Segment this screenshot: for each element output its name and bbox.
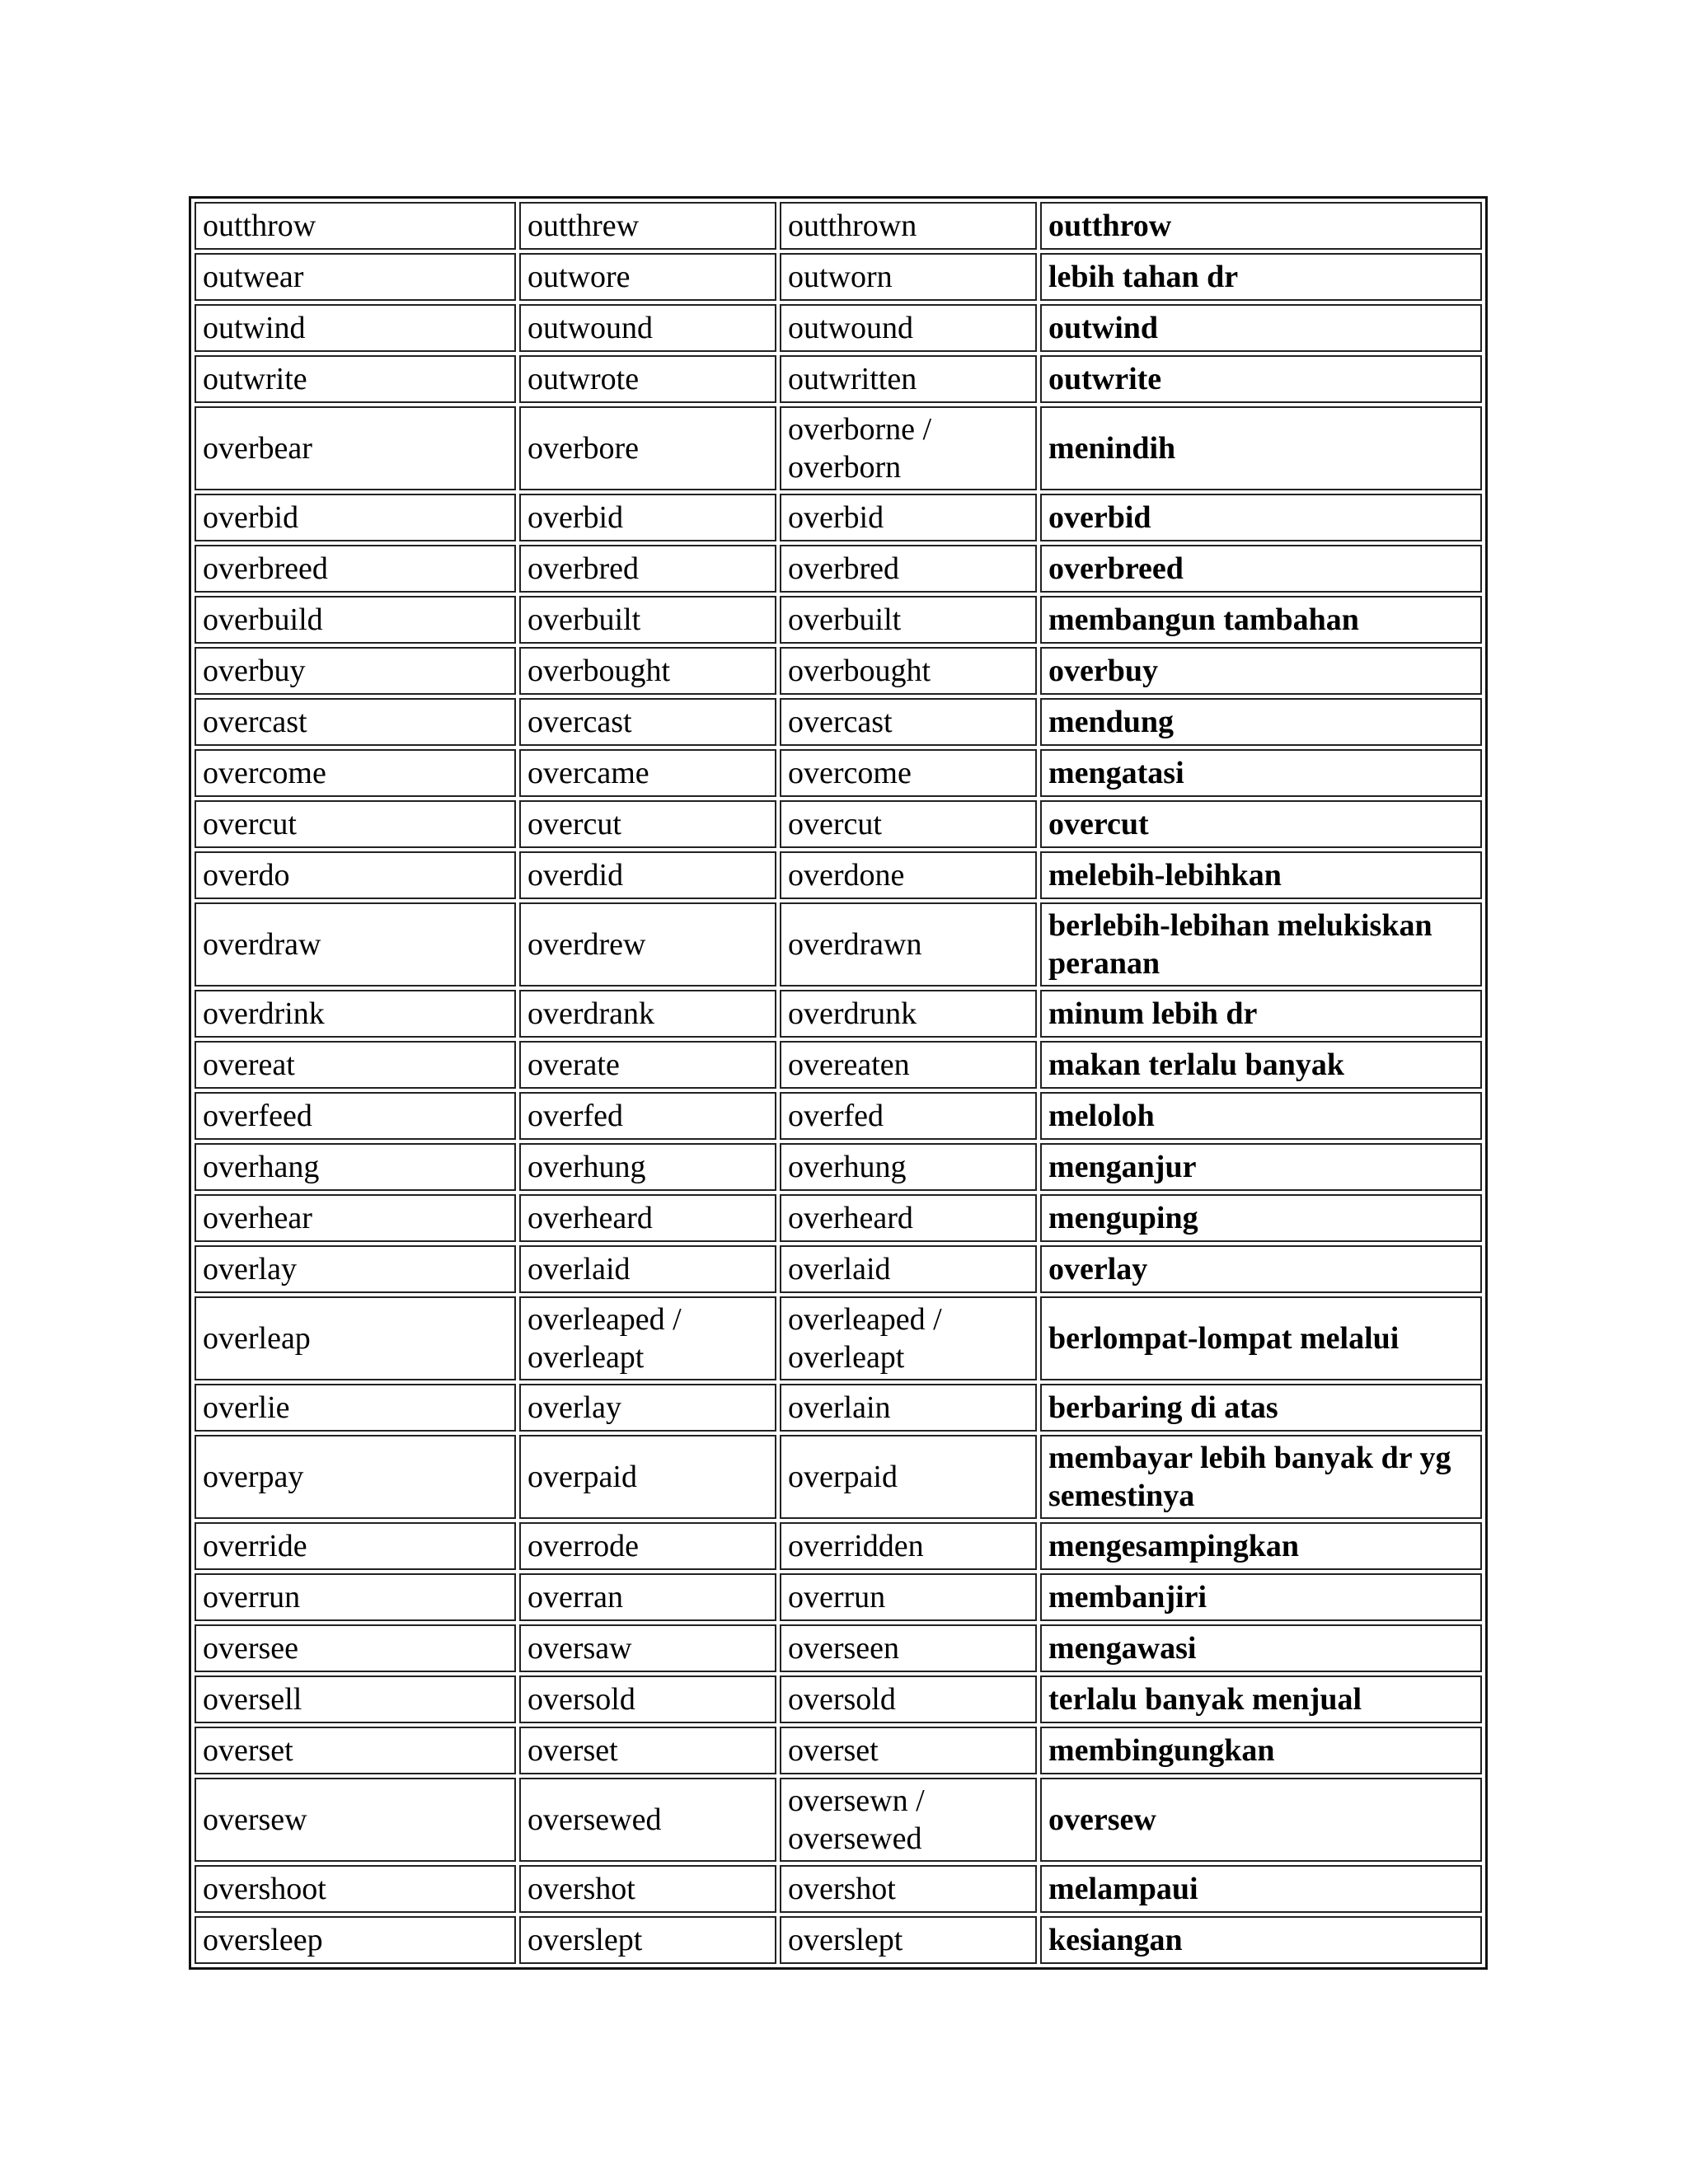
table-row <box>195 304 1482 352</box>
past-participle-cell: oversold <box>780 1675 1037 1723</box>
base-form-cell: overhear <box>195 1194 516 1242</box>
past-form-cell: overrode <box>519 1522 776 1570</box>
past-participle-cell: overshot <box>780 1865 1037 1913</box>
table-row <box>195 1194 1482 1242</box>
meaning-cell: overcut <box>1040 800 1482 848</box>
table-row <box>195 851 1482 899</box>
base-form-cell: overlay <box>195 1245 516 1293</box>
meaning-cell: menguping <box>1040 1194 1482 1242</box>
meaning-cell: overbuy <box>1040 647 1482 695</box>
base-form-cell: overrun <box>195 1573 516 1621</box>
past-participle-cell: overbought <box>780 647 1037 695</box>
past-participle-cell: overleaped / overleapt <box>780 1296 1037 1380</box>
past-form-cell: overslept <box>519 1916 776 1964</box>
table-row <box>195 494 1482 541</box>
base-form-cell: overcome <box>195 749 516 797</box>
base-form-cell: overcut <box>195 800 516 848</box>
meaning-cell: lebih tahan dr <box>1040 253 1482 301</box>
meaning-cell: melampaui <box>1040 1865 1482 1913</box>
table-row <box>195 1435 1482 1519</box>
meaning-cell: overbid <box>1040 494 1482 541</box>
base-form-cell: overpay <box>195 1435 516 1519</box>
past-form-cell: outwrote <box>519 355 776 403</box>
past-form-cell: overdid <box>519 851 776 899</box>
verb-table-body <box>195 202 1482 1964</box>
past-form-cell: outwore <box>519 253 776 301</box>
table-row <box>195 1624 1482 1672</box>
meaning-cell: overlay <box>1040 1245 1482 1293</box>
table-row <box>195 1916 1482 1964</box>
past-form-cell: overbought <box>519 647 776 695</box>
past-form-cell: outwound <box>519 304 776 352</box>
base-form-cell: overbuy <box>195 647 516 695</box>
past-participle-cell: overridden <box>780 1522 1037 1570</box>
past-participle-cell: overheard <box>780 1194 1037 1242</box>
past-participle-cell: outwound <box>780 304 1037 352</box>
past-form-cell: outthrew <box>519 202 776 250</box>
past-participle-cell: overpaid <box>780 1435 1037 1519</box>
meaning-cell: outwind <box>1040 304 1482 352</box>
past-participle-cell: overslept <box>780 1916 1037 1964</box>
base-form-cell: overleap <box>195 1296 516 1380</box>
past-participle-cell: overbid <box>780 494 1037 541</box>
past-participle-cell: overcome <box>780 749 1037 797</box>
past-participle-cell: overset <box>780 1727 1037 1774</box>
past-participle-cell: overdone <box>780 851 1037 899</box>
base-form-cell: overbid <box>195 494 516 541</box>
past-form-cell: overlaid <box>519 1245 776 1293</box>
past-form-cell: overcast <box>519 698 776 746</box>
table-row <box>195 698 1482 746</box>
base-form-cell: overfeed <box>195 1092 516 1140</box>
table-row <box>195 545 1482 593</box>
past-form-cell: overate <box>519 1041 776 1089</box>
meaning-cell: membingungkan <box>1040 1727 1482 1774</box>
past-participle-cell: overborne / overborn <box>780 406 1037 490</box>
past-participle-cell: overfed <box>780 1092 1037 1140</box>
table-row <box>195 253 1482 301</box>
meaning-cell: meloloh <box>1040 1092 1482 1140</box>
past-form-cell: overbuilt <box>519 596 776 644</box>
past-participle-cell: overlain <box>780 1384 1037 1432</box>
base-form-cell: overset <box>195 1727 516 1774</box>
table-row <box>195 1675 1482 1723</box>
table-row <box>195 202 1482 250</box>
past-participle-cell: overdrunk <box>780 990 1037 1038</box>
table-row <box>195 1296 1482 1380</box>
meaning-cell: mengatasi <box>1040 749 1482 797</box>
base-form-cell: overdrink <box>195 990 516 1038</box>
past-participle-cell: overbred <box>780 545 1037 593</box>
table-row <box>195 902 1482 987</box>
base-form-cell: overhang <box>195 1143 516 1191</box>
base-form-cell: override <box>195 1522 516 1570</box>
table-row <box>195 749 1482 797</box>
meaning-cell: minum lebih dr <box>1040 990 1482 1038</box>
past-form-cell: overlay <box>519 1384 776 1432</box>
irregular-verbs-table <box>189 196 1488 1970</box>
base-form-cell: outwrite <box>195 355 516 403</box>
past-form-cell: oversewed <box>519 1778 776 1862</box>
base-form-cell: outwear <box>195 253 516 301</box>
past-participle-cell: outworn <box>780 253 1037 301</box>
meaning-cell: makan terlalu banyak <box>1040 1041 1482 1089</box>
meaning-cell: terlalu banyak menjual <box>1040 1675 1482 1723</box>
past-participle-cell: overcast <box>780 698 1037 746</box>
table-row <box>195 1522 1482 1570</box>
meaning-cell: membangun tambahan <box>1040 596 1482 644</box>
base-form-cell: oversew <box>195 1778 516 1862</box>
past-form-cell: overcut <box>519 800 776 848</box>
meaning-cell: melebih-lebihkan <box>1040 851 1482 899</box>
meaning-cell: mengawasi <box>1040 1624 1482 1672</box>
base-form-cell: overshoot <box>195 1865 516 1913</box>
past-form-cell: overhung <box>519 1143 776 1191</box>
meaning-cell: outwrite <box>1040 355 1482 403</box>
table-row <box>195 1041 1482 1089</box>
past-form-cell: overran <box>519 1573 776 1621</box>
base-form-cell: oversleep <box>195 1916 516 1964</box>
past-form-cell: overshot <box>519 1865 776 1913</box>
base-form-cell: oversee <box>195 1624 516 1672</box>
table-row <box>195 1865 1482 1913</box>
base-form-cell: outwind <box>195 304 516 352</box>
meaning-cell: overbreed <box>1040 545 1482 593</box>
past-form-cell: oversold <box>519 1675 776 1723</box>
base-form-cell: outthrow <box>195 202 516 250</box>
past-participle-cell: overeaten <box>780 1041 1037 1089</box>
table-row <box>195 355 1482 403</box>
meaning-cell: kesiangan <box>1040 1916 1482 1964</box>
past-participle-cell: outthrown <box>780 202 1037 250</box>
past-participle-cell: oversewn / oversewed <box>780 1778 1037 1862</box>
base-form-cell: overdo <box>195 851 516 899</box>
past-form-cell: overbid <box>519 494 776 541</box>
table-row <box>195 1245 1482 1293</box>
base-form-cell: overeat <box>195 1041 516 1089</box>
base-form-cell: overbear <box>195 406 516 490</box>
table-row <box>195 1573 1482 1621</box>
past-participle-cell: outwritten <box>780 355 1037 403</box>
table-row <box>195 990 1482 1038</box>
past-form-cell: overpaid <box>519 1435 776 1519</box>
meaning-cell: membanjiri <box>1040 1573 1482 1621</box>
table-row <box>195 1143 1482 1191</box>
past-form-cell: overfed <box>519 1092 776 1140</box>
past-participle-cell: overhung <box>780 1143 1037 1191</box>
base-form-cell: overlie <box>195 1384 516 1432</box>
meaning-cell: mengesampingkan <box>1040 1522 1482 1570</box>
past-participle-cell: overlaid <box>780 1245 1037 1293</box>
meaning-cell: oversew <box>1040 1778 1482 1862</box>
past-form-cell: overleaped / overleapt <box>519 1296 776 1380</box>
past-form-cell: overbred <box>519 545 776 593</box>
past-form-cell: oversaw <box>519 1624 776 1672</box>
meaning-cell: menganjur <box>1040 1143 1482 1191</box>
table-row <box>195 800 1482 848</box>
meaning-cell: outthrow <box>1040 202 1482 250</box>
past-form-cell: overheard <box>519 1194 776 1242</box>
past-participle-cell: overseen <box>780 1624 1037 1672</box>
past-participle-cell: overrun <box>780 1573 1037 1621</box>
meaning-cell: menindih <box>1040 406 1482 490</box>
past-participle-cell: overcut <box>780 800 1037 848</box>
base-form-cell: overbuild <box>195 596 516 644</box>
past-participle-cell: overbuilt <box>780 596 1037 644</box>
table-row <box>195 1384 1482 1432</box>
table-row <box>195 1778 1482 1862</box>
table-row <box>195 1727 1482 1774</box>
past-form-cell: overset <box>519 1727 776 1774</box>
past-form-cell: overcame <box>519 749 776 797</box>
past-form-cell: overdrank <box>519 990 776 1038</box>
past-form-cell: overbore <box>519 406 776 490</box>
meaning-cell: berlompat-lompat melalui <box>1040 1296 1482 1380</box>
base-form-cell: overdraw <box>195 902 516 987</box>
meaning-cell: berbaring di atas <box>1040 1384 1482 1432</box>
meaning-cell: berlebih-lebihan melukiskan peranan <box>1040 902 1482 987</box>
table-row <box>195 1092 1482 1140</box>
table-row <box>195 406 1482 490</box>
base-form-cell: oversell <box>195 1675 516 1723</box>
meaning-cell: membayar lebih banyak dr yg semestinya <box>1040 1435 1482 1519</box>
base-form-cell: overbreed <box>195 545 516 593</box>
table-row <box>195 647 1482 695</box>
meaning-cell: mendung <box>1040 698 1482 746</box>
past-form-cell: overdrew <box>519 902 776 987</box>
past-participle-cell: overdrawn <box>780 902 1037 987</box>
table-row <box>195 596 1482 644</box>
base-form-cell: overcast <box>195 698 516 746</box>
